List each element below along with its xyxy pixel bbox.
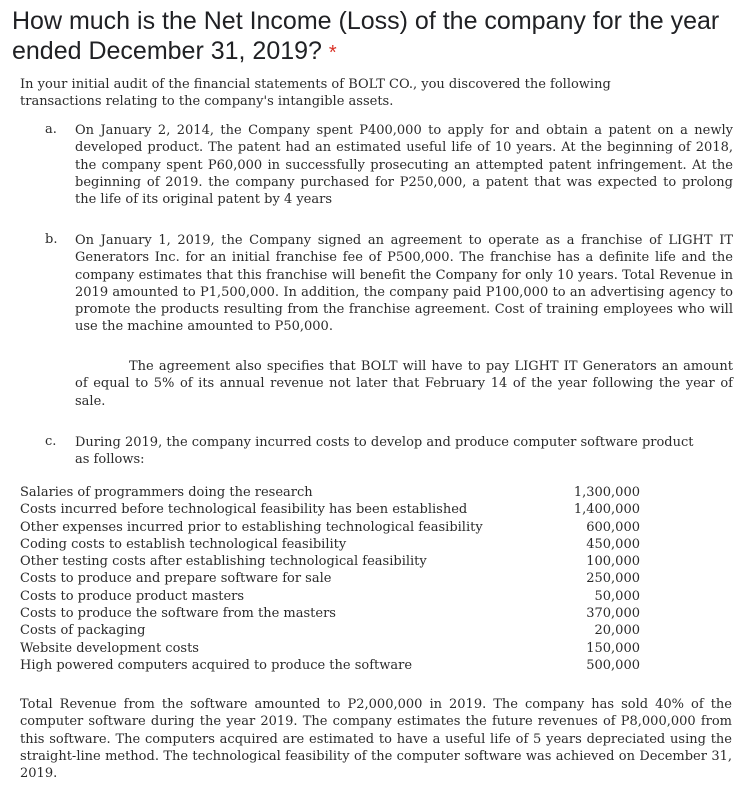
item-c-text: During 2019, the company incurred costs to develop and produce computer software product as follows: — [75, 435, 694, 468]
required-asterisk: * — [328, 42, 337, 64]
item-a-letter: a. — [45, 122, 57, 137]
cost-row: Costs to produce and prepare software for sale 250,000 — [20, 571, 640, 587]
cost-row: Costs incurred before technological feasibility has been established 1,400,000 — [20, 502, 640, 518]
cost-row: Costs of packaging 20,000 — [20, 623, 640, 639]
item-b-extra: The agreement also specifies that BOLT will have to pay LIGHT IT Generators an amount of equal to 5% of its annual revenue not later that February 14 of the year following the year of sale. — [75, 359, 733, 409]
item-c-letter: c. — [45, 434, 57, 449]
cost-row: Other testing costs after establishing technological feasibility 100,000 — [20, 554, 640, 570]
intro-paragraph: In your initial audit of the financial statements of BOLT CO., you discovered the following transactions relating to the company's intangible assets. — [20, 77, 611, 110]
item-a-text: On January 2, 2014, the Company spent P400,000 to apply for and obtain a patent on a newly developed product. The patent had an estimated useful life of 10 years. At the beginning of 2018, the company spent P60,000 in successfully prosecuting an attempted patent infringement. At the beginning of 2019. the company purchased for P250,000, a patent that was expected to prolong the life of its original patent by 4 years — [75, 123, 733, 208]
cost-row: Other expenses incurred prior to establishing technological feasibility 600,000 — [20, 519, 640, 535]
cost-row: Costs to produce the software from the masters 370,000 — [20, 606, 640, 622]
software-costs-table — [20, 484, 660, 674]
cost-row: High powered computers acquired to produce the software 500,000 — [20, 657, 640, 673]
question-text: How much is the Net Income (Loss) of the company for the year ended December 31, 2019? — [12, 7, 720, 65]
question-title — [12, 6, 742, 68]
item-b-text: On January 1, 2019, the Company signed an agreement to operate as a franchise of LIGHT IT Generators Inc. for an initial franchise fee of P500,000. The franchise has a definite life and the company estimates that this franchise will benefit the Company for only 10 years. Total Revenue in 2019 amounted to P1,500,000. In addition, the company paid P100,000 to an advertising agency to promote the products resulting from the franchise agreement. Cost of training employees who will use the machine amounted to P50,000. — [75, 233, 733, 335]
item-b-letter: b. — [45, 232, 58, 247]
cost-row: Coding costs to establish technological feasibility 450,000 — [20, 536, 640, 552]
cost-row: Salaries of programmers doing the research 1,300,000 — [20, 485, 640, 500]
closing-paragraph: Total Revenue from the software amounted to P2,000,000 in 2019. The company has sold 40% of the computer software during the year 2019. The company estimates the future revenues of P8,000,000 from this software. The computers acquired are estimated to have a useful life of 5 years depreciated using the straight-line method. The technological feasibility of the computer software was achieved on December 31, 2019. — [20, 697, 732, 782]
cost-row: Costs to produce product masters 50,000 — [20, 588, 640, 604]
cost-row: Website development costs 150,000 — [20, 640, 640, 656]
